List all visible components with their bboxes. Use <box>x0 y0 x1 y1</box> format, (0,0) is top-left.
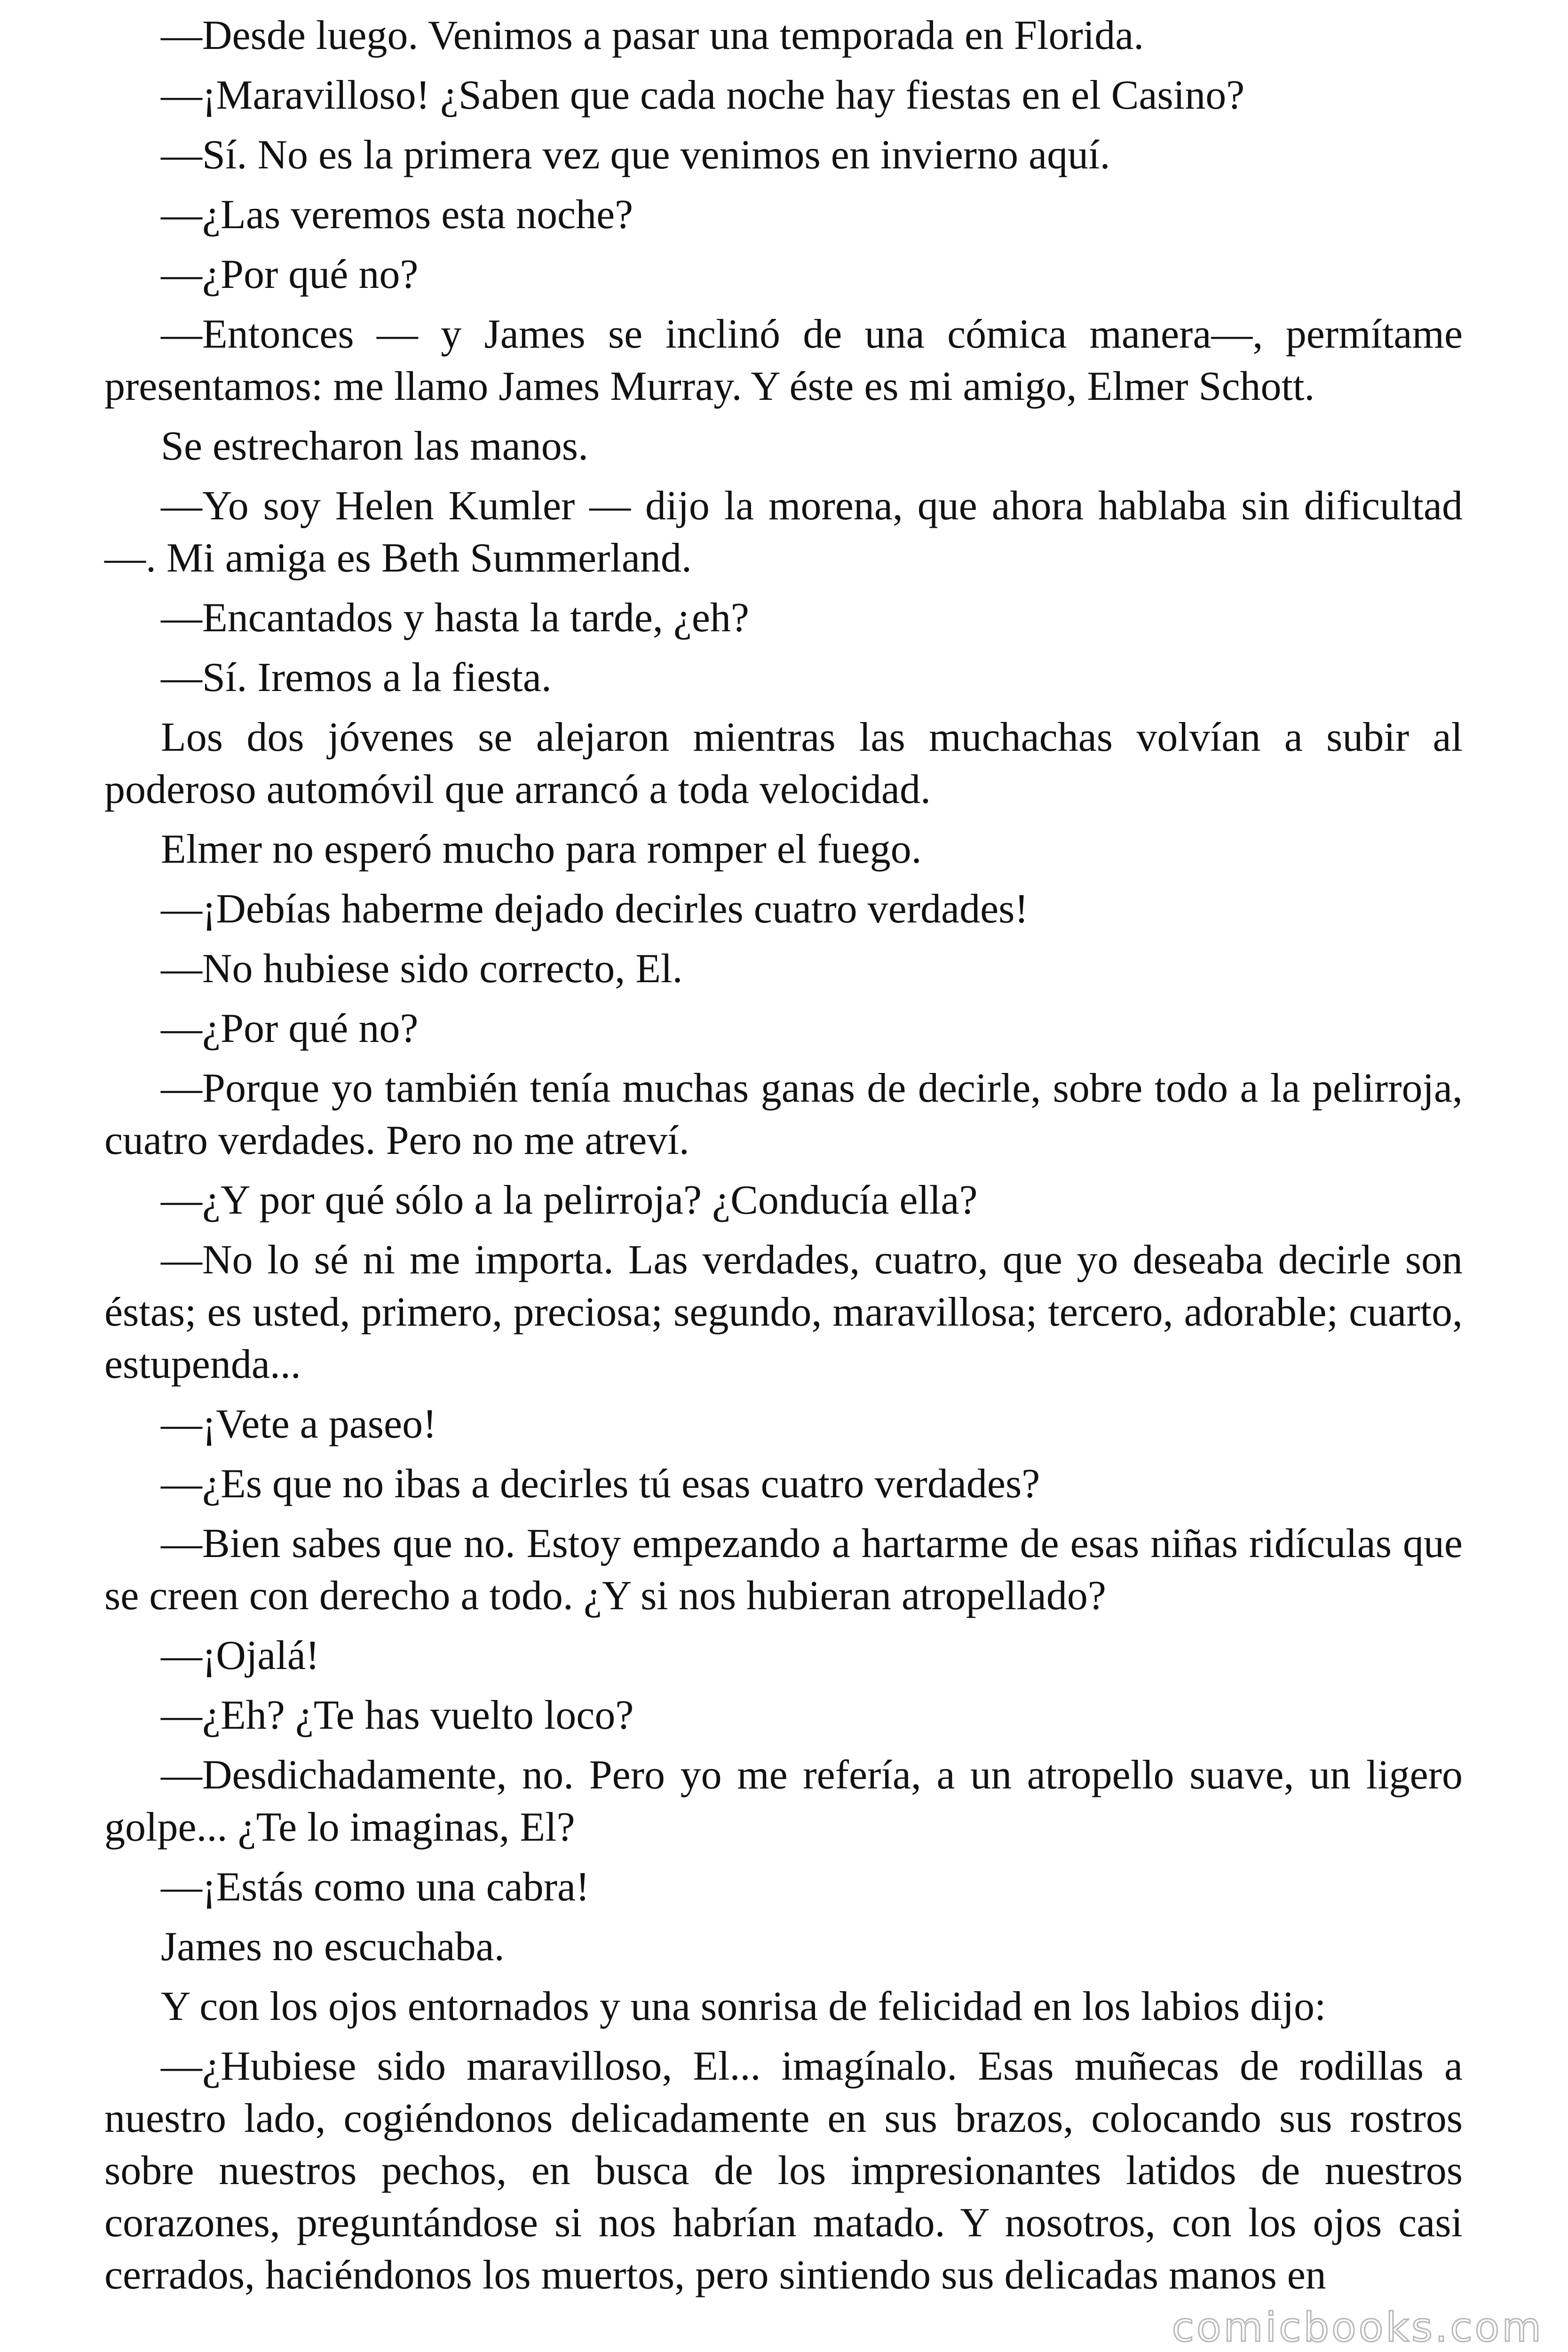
paragraph: —¡Ojalá! <box>161 1633 320 1678</box>
paragraph: —¡Maravilloso! ¿Saben que cada noche hay fiestas en el Casino? <box>161 72 1245 118</box>
watermark: comicbooks.com <box>1172 2304 1544 2351</box>
paragraph: —Desde luego. Venimos a pasar una temporada en Florida. <box>161 13 1144 58</box>
paragraph: —¿Y por qué sólo a la pelirroja? ¿Conducía ella? <box>161 1177 978 1223</box>
paragraph: —¡Vete a paseo! <box>161 1401 437 1447</box>
paragraph: —Porque yo también tenía muchas ganas de decirle, sobre todo a la pelirroja, cuatro verdades. Pero no me atreví. <box>104 1065 1463 1163</box>
paragraph: —Sí. No es la primera vez que venimos en invierno aquí. <box>161 132 1110 178</box>
paragraph: —Yo soy Helen Kumler — dijo la morena, que ahora hablaba sin dificultad —. Mi amiga es Beth Summerland. <box>104 483 1463 581</box>
paragraph: —Bien sabes que no. Estoy empezando a hartarme de esas niñas ridículas que se creen con derecho a todo. ¿Y si nos hubieran atropellado? <box>104 1521 1463 1619</box>
paragraph: James no escuchaba. <box>161 1924 505 1970</box>
paragraph: —¿Es que no ibas a decirles tú esas cuatro verdades? <box>161 1461 1040 1507</box>
paragraph: Se estrecharon las manos. <box>161 423 589 469</box>
paragraph: —¿Por qué no? <box>161 252 419 297</box>
paragraph: —¡Estás como una cabra! <box>161 1864 590 1910</box>
paragraph: Elmer no esperó mucho para romper el fuego. <box>161 826 922 872</box>
paragraph: —¿Eh? ¿Te has vuelto loco? <box>161 1692 634 1738</box>
paragraph: —Encantados y hasta la tarde, ¿eh? <box>161 595 749 641</box>
body-text <box>104 9 1463 2309</box>
paragraph: Y con los ojos entornados y una sonrisa de felicidad en los labios dijo: <box>161 1984 1326 2029</box>
paragraph: Los dos jóvenes se alejaron mientras las muchachas volvían a subir al poderoso automóvil que arrancó a toda velocidad. <box>104 715 1463 812</box>
paragraph: —Desdichadamente, no. Pero yo me refería, a un atropello suave, un ligero golpe... ¿Te lo imaginas, El? <box>104 1752 1463 1850</box>
paragraph: —¿Hubiese sido maravilloso, El... imagínalo. Esas muñecas de rodillas a nuestro lado, cogiéndonos delicadamente en sus brazos, colocando sus rostros sobre nuestros pechos, en busca de los impresionantes latidos de nuestros corazones, preguntándose si nos habrían matado. Y nosotros, con los ojos casi cerrados, haciéndonos los muertos, pero sintiendo sus delicadas manos en <box>104 2043 1463 2298</box>
paragraph: —Entonces — y James se inclinó de una cómica manera—, permítame presentamos: me llamo James Murray. Y éste es mi amigo, Elmer Schott. <box>104 311 1463 409</box>
paragraph: —¡Debías haberme dejado decirles cuatro verdades! <box>161 886 1029 932</box>
paragraph: —¿Por qué no? <box>161 1006 419 1051</box>
paragraph: —No hubiese sido correcto, El. <box>161 946 683 992</box>
paragraph: —¿Las veremos esta noche? <box>161 192 634 238</box>
paragraph: —No lo sé ni me importa. Las verdades, cuatro, que yo deseaba decirle son éstas; es usted, primero, preciosa; segundo, maravillosa; tercero, adorable; cuarto, estupenda... <box>104 1237 1463 1387</box>
paragraph: —Sí. Iremos a la fiesta. <box>161 655 552 700</box>
